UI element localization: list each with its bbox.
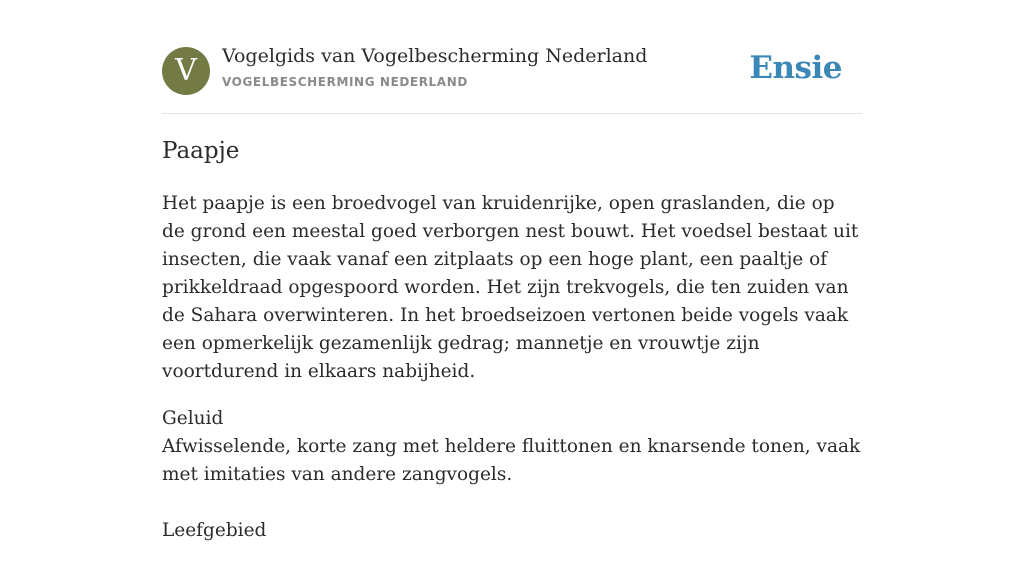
entry-body (162, 190, 862, 564)
section-text: Afwisselende, korte zang met heldere fluittonen en knarsende tonen, vaak met imitaties van andere zangvogels. (162, 436, 861, 485)
source-publisher[interactable]: VOGELBESCHERMING NEDERLAND (222, 75, 468, 89)
source-title-link[interactable]: Vogelgids van Vogelbescherming Nederland (222, 45, 648, 67)
entry-section-geluid (162, 405, 862, 489)
source-header (162, 0, 862, 114)
section-heading: Geluid (162, 408, 224, 429)
section-heading: Leefgebied (162, 520, 267, 541)
ensie-logo[interactable]: Ensie (749, 50, 842, 86)
entry-intro: Het paapje is een broedvogel van kruidenrijke, open graslanden, die op de grond een meestal goed verborgen nest bouwt. Het voedsel bestaat uit insecten, die vaak vanaf een zitplaats op een hoge plant, een paaltje of prikkeldraad opgespoord worden. Het zijn trekvogels, die ten zuiden van de Sahara overwinteren. In het broedseizoen vertonen beide vogels vaak een opmerkelijk gezamenlijk gedrag; mannetje en vrouwtje zijn voortdurend in elkaars nabijheid. (162, 193, 859, 382)
source-avatar[interactable]: V (162, 47, 210, 95)
page-container (162, 0, 862, 541)
entry-title: Paapje (162, 138, 240, 164)
entry-section-leefgebied (162, 517, 862, 545)
